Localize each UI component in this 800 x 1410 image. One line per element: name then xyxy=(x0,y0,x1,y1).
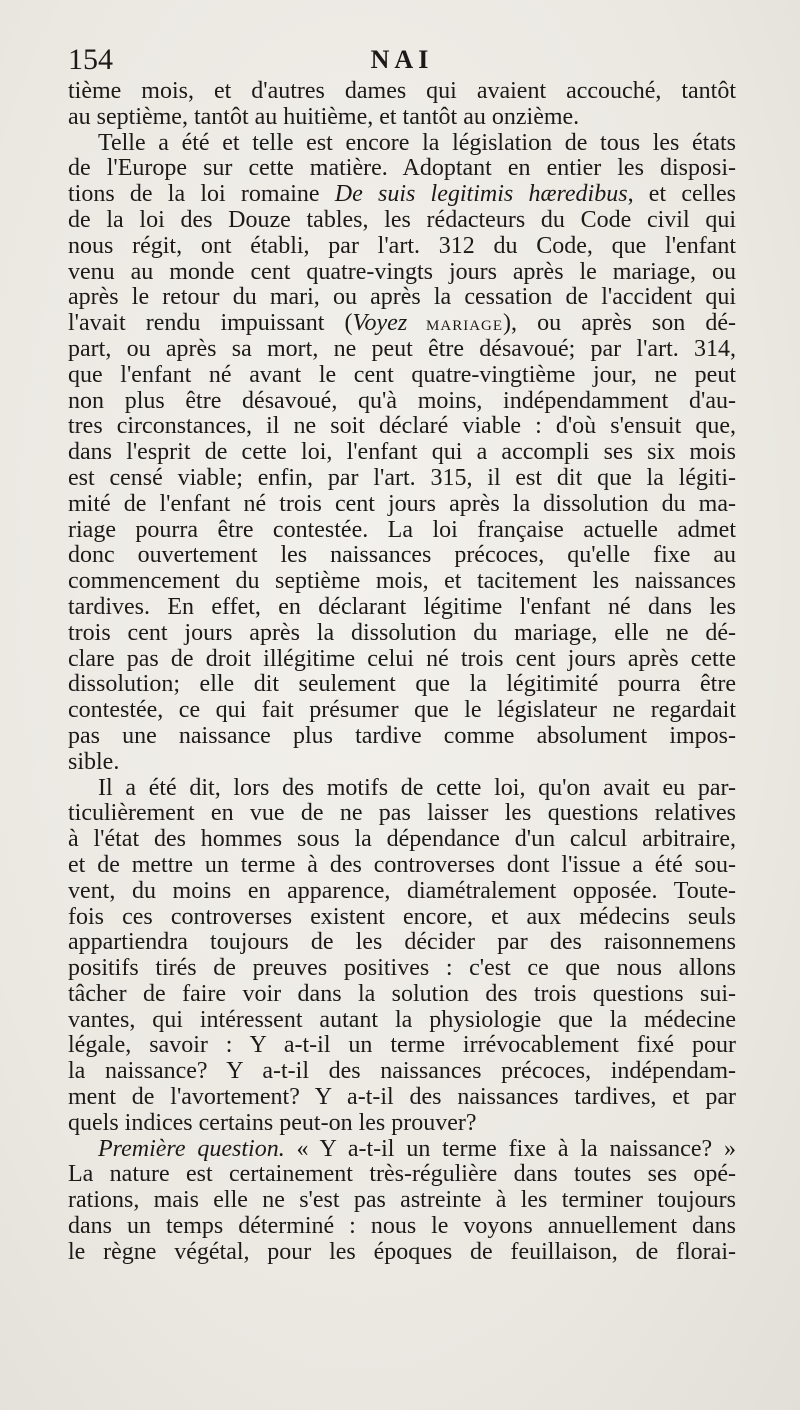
text-line xyxy=(68,156,736,182)
line-text: vent, du moins en apparence, diamétralement opposée. Toute- xyxy=(68,878,736,904)
text-line xyxy=(68,79,736,105)
text-line xyxy=(68,1162,736,1188)
line-text: dissolution; elle dit seulement que la légitimité pourra être xyxy=(68,672,736,698)
text-line xyxy=(68,234,736,260)
text-line xyxy=(68,311,736,337)
line-text: , et celles xyxy=(627,182,736,208)
line-text: de l'Europe sur cette matière. Adoptant en entier les disposi- xyxy=(68,156,736,182)
line-text: pas une naissance plus tardive comme absolument impos- xyxy=(68,723,736,749)
text-line xyxy=(68,492,736,518)
text-line xyxy=(68,1111,736,1137)
italic-text: Voyez xyxy=(352,311,408,337)
text-line xyxy=(68,750,736,776)
line-text: que l'enfant né avant le cent quatre-vingtième jour, ne peut xyxy=(68,362,736,388)
text-line xyxy=(68,595,736,621)
text-line xyxy=(68,389,736,415)
text-line xyxy=(68,543,736,569)
text-line xyxy=(68,569,736,595)
page-number: 154 xyxy=(68,43,113,76)
text-line xyxy=(68,1240,736,1266)
text-line xyxy=(68,518,736,544)
text-line xyxy=(68,879,736,905)
text-line xyxy=(68,724,736,750)
text-line xyxy=(68,131,736,157)
text-line xyxy=(68,672,736,698)
line-text: tions de la loi romaine xyxy=(68,182,335,208)
text-line xyxy=(68,1033,736,1059)
text-line xyxy=(68,414,736,440)
text-line xyxy=(68,801,736,827)
italic-text: Première question. xyxy=(98,1136,285,1162)
line-text: de la loi des Douze tables, les rédacteurs du Code civil qui xyxy=(68,207,736,233)
text-line xyxy=(68,982,736,1008)
text-line xyxy=(68,905,736,931)
line-text: au septième, tantôt au huitième, et tantôt au onzième. xyxy=(68,104,580,130)
line-text: le règne végétal, pour les époques de feuillaison, de florai- xyxy=(68,1239,736,1265)
text-line xyxy=(68,1008,736,1034)
line-text: ticulièrement en vue de ne pas laisser les questions relatives xyxy=(68,801,736,827)
text-line xyxy=(68,260,736,286)
text-line xyxy=(68,1137,736,1163)
running-head: NAI xyxy=(370,45,434,74)
text-line xyxy=(68,440,736,466)
line-text: part, ou après sa mort, ne peut être désavoué; par l'art. 314, xyxy=(68,336,736,362)
line-text: tième mois, et d'autres dames qui avaient accouché, tantôt xyxy=(68,79,736,104)
text-line xyxy=(68,853,736,879)
line-text: riage pourra être contestée. La loi française actuelle admet xyxy=(68,517,736,543)
body-text xyxy=(68,79,736,1266)
line-text: quels indices certains peut-on les prouver? xyxy=(68,1110,477,1136)
line-text: tres circonstances, il ne soit déclaré viable : d'où s'ensuit que, xyxy=(68,414,736,440)
line-text: « Y a-t-il un terme fixe à la naissance? » xyxy=(284,1136,736,1162)
line-text: vantes, qui intéressent autant la physiologie que la médecine xyxy=(68,1007,736,1033)
line-text: venu au monde cent quatre-vingts jours après le mariage, ou xyxy=(68,259,736,285)
text-line xyxy=(68,1059,736,1085)
text-line xyxy=(68,827,736,853)
text-line xyxy=(68,1214,736,1240)
line-text: et de mettre un terme à des controverses dont l'issue a été sou- xyxy=(68,852,736,878)
text-line xyxy=(68,1085,736,1111)
italic-text: De suis legitimis hæredibus xyxy=(334,182,628,208)
line-text: donc ouvertement les naissances précoces, qu'elle fixe au xyxy=(68,543,736,569)
line-text: tardives. En effet, en déclarant légitime l'enfant né dans les xyxy=(68,594,736,620)
line-text: clare pas de droit illégitime celui né trois cent jours après cette xyxy=(68,646,736,672)
line-text: appartiendra toujours de les décider par des raisonnemens xyxy=(68,930,736,956)
line-text: trois cent jours après la dissolution du mariage, elle ne dé- xyxy=(68,620,736,646)
line-text: La nature est certainement très-régulière dans toutes ses opé- xyxy=(68,1162,736,1188)
smallcaps-text: MARIAGE xyxy=(407,318,504,335)
text-line xyxy=(68,105,736,131)
text-line xyxy=(68,285,736,311)
text-line xyxy=(68,647,736,673)
line-text: après le retour du mari, ou après la cessation de l'accident qui xyxy=(68,285,736,311)
line-text: rations, mais elle ne s'est pas astreinte à les terminer toujours xyxy=(68,1188,736,1214)
text-line xyxy=(68,337,736,363)
text-line xyxy=(68,466,736,492)
text-line xyxy=(68,208,736,234)
line-text: à l'état des hommes sous la dépendance d'un calcul arbitraire, xyxy=(68,827,736,853)
text-line xyxy=(68,182,736,208)
line-text: commencement du septième mois, et tacitement les naissances xyxy=(68,569,736,595)
page-header xyxy=(68,40,736,80)
line-text: mité de l'enfant né trois cent jours après la dissolution du ma- xyxy=(68,491,736,517)
line-text: dans l'esprit de cette loi, l'enfant qui a accompli ses six mois xyxy=(68,440,736,466)
line-text: l'avait rendu impuissant ( xyxy=(68,311,353,337)
line-text: tâcher de faire voir dans la solution des trois questions sui- xyxy=(68,981,736,1007)
line-text: sible. xyxy=(68,749,120,775)
text-line xyxy=(68,698,736,724)
line-text: la naissance? Y a-t-il des naissances précoces, indépendam- xyxy=(68,1059,736,1085)
line-text: non plus être désavoué, qu'à moins, indépendamment d'au- xyxy=(68,388,736,414)
text-line xyxy=(68,776,736,802)
line-text: légale, savoir : Y a-t-il un terme irrévocablement fixé pour xyxy=(68,1033,736,1059)
text-line xyxy=(68,956,736,982)
text-line xyxy=(68,363,736,389)
text-line xyxy=(68,930,736,956)
line-text: ), ou après son dé- xyxy=(503,311,736,337)
line-text: nous régit, ont établi, par l'art. 312 du Code, que l'enfant xyxy=(68,233,736,259)
line-text: fois ces controverses existent encore, et aux médecins seuls xyxy=(68,904,736,930)
line-text: dans un temps déterminé : nous le voyons annuellement dans xyxy=(68,1214,736,1240)
line-text: Il a été dit, lors des motifs de cette loi, qu'on avait eu par- xyxy=(98,775,736,801)
line-text: contestée, ce qui fait présumer que le législateur ne regardait xyxy=(68,698,736,724)
text-line xyxy=(68,1188,736,1214)
line-text: ment de l'avortement? Y a-t-il des naissances tardives, et par xyxy=(68,1085,736,1111)
line-text: positifs tirés de preuves positives : c'est ce que nous allons xyxy=(68,956,736,982)
line-text: Telle a été et telle est encore la législation de tous les états xyxy=(98,130,736,156)
line-text: est censé viable; enfin, par l'art. 315, il est dit que la légiti- xyxy=(68,465,736,491)
text-line xyxy=(68,621,736,647)
